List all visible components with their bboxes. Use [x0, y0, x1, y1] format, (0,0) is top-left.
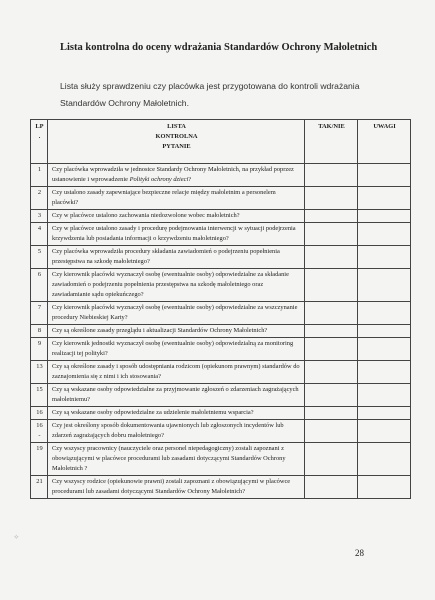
row-question [48, 361, 305, 384]
header-taknie: TAK/NIE [305, 120, 358, 164]
row-uwagi-cell[interactable] [358, 223, 411, 246]
table-row [31, 210, 411, 223]
row-taknie-cell[interactable] [305, 384, 358, 407]
row-uwagi-cell[interactable] [358, 210, 411, 223]
row-question-text: Czy są określone zasady i sposób udostępniania rodzicom (opiekunom prawnym) standardów do zaznajomienia się z nimi i ich stosowania? [52, 363, 300, 380]
row-uwagi-cell[interactable] [358, 246, 411, 269]
row-question [48, 443, 305, 476]
row-taknie-cell[interactable] [305, 325, 358, 338]
row-question-suffix: ? [188, 176, 192, 183]
row-taknie-cell[interactable] [305, 361, 358, 384]
page-number: 28 [355, 548, 364, 558]
row-question [48, 187, 305, 210]
row-uwagi-cell[interactable] [358, 476, 411, 499]
row-question-italic: Polityki ochrony dzieci [129, 176, 189, 183]
row-uwagi-cell[interactable] [358, 361, 411, 384]
table-row [31, 361, 411, 384]
row-question [48, 223, 305, 246]
row-taknie-cell[interactable] [305, 187, 358, 210]
row-uwagi-cell[interactable] [358, 420, 411, 443]
row-question-text: Czy w placówce ustalono zachowania niedozwolone wobec małoletnich? [52, 212, 240, 219]
scan-mark: ⟡ [14, 533, 19, 541]
header-question-line-1: LISTA [167, 123, 186, 130]
row-question [48, 420, 305, 443]
table-row [31, 420, 411, 443]
table-row [31, 443, 411, 476]
row-question-text: Czy wszyscy rodzice (opiekunowie prawni) zostali zapoznani z obowiązującymi w placówce procedurami lub zasadami dotyczącymi Standardów Ochrony Małoletnich? [52, 478, 291, 495]
row-uwagi-cell[interactable] [358, 443, 411, 476]
row-lp: 5 [31, 246, 48, 269]
row-taknie-cell[interactable] [305, 443, 358, 476]
checklist-table [30, 119, 411, 499]
row-lp: 15 [31, 384, 48, 407]
document-intro: Lista służy sprawdzeniu czy placówka jest przygotowana do kontroli wdrażania Standardów Ochrony Małoletnich. [60, 81, 360, 108]
row-lp: 7 [31, 302, 48, 325]
header-question-line-2: KONTROLNA [155, 133, 198, 140]
row-uwagi-cell[interactable] [358, 302, 411, 325]
row-uwagi-cell[interactable] [358, 164, 411, 187]
row-question [48, 164, 305, 187]
row-lp: 19 [31, 443, 48, 476]
row-question-text: Czy kierownik placówki wyznaczył osobę (ewentualnie osoby) odpowiedzialne za składanie zawiadomień o podejrzeniu popełnienia przestępstwa na szkodę małoletniego oraz zawiadamianie sądu opiekuńczego? [52, 271, 289, 298]
row-lp: 16 [31, 407, 48, 420]
row-uwagi-cell[interactable] [358, 384, 411, 407]
row-lp: 21 [31, 476, 48, 499]
table-row [31, 407, 411, 420]
row-lp: 16 - [31, 420, 48, 443]
row-question-text: Czy kierownik jednostki wyznaczył osobę (ewentualnie osoby) odpowiedzialną za monitoring realizacji tej polityki? [52, 340, 294, 357]
row-question [48, 384, 305, 407]
table-row [31, 338, 411, 361]
row-question [48, 210, 305, 223]
row-lp: 2 [31, 187, 48, 210]
header-lp: LP . [31, 120, 48, 164]
row-taknie-cell[interactable] [305, 476, 358, 499]
row-taknie-cell[interactable] [305, 269, 358, 302]
row-taknie-cell[interactable] [305, 420, 358, 443]
table-row [31, 187, 411, 210]
table-header-row [31, 120, 411, 164]
row-question [48, 302, 305, 325]
row-question [48, 246, 305, 269]
row-lp: 8 [31, 325, 48, 338]
row-question [48, 269, 305, 302]
row-question-text: Czy są wskazane osoby odpowiedzialne za przyjmowanie zgłoszeń o zdarzeniach zagrażających małoletniemu? [52, 386, 299, 403]
row-taknie-cell[interactable] [305, 338, 358, 361]
row-taknie-cell[interactable] [305, 223, 358, 246]
table-row [31, 302, 411, 325]
row-lp: 9 [31, 338, 48, 361]
row-lp: 6 [31, 269, 48, 302]
row-question [48, 407, 305, 420]
row-question-text: Czy jest określony sposób dokumentowania ujawnionych lub zgłoszonych incydentów lub zdarzeń zagrażających dobru małoletniego? [52, 422, 284, 439]
header-question-line-3: PYTANIE [162, 143, 191, 150]
row-question-text: Czy kierownik placówki wyznaczył osobę (ewentualnie osoby) odpowiedzialne za wszczynanie procedury Niebieskiej Karty? [52, 304, 298, 321]
table-row [31, 246, 411, 269]
table-row [31, 476, 411, 499]
row-taknie-cell[interactable] [305, 210, 358, 223]
row-question-text: Czy wszyscy pracownicy (nauczyciele oraz personel niepedagogiczny) zostali zapoznani z obowiązującymi w placówce procedurami lub zasadami dotyczącymi Standardów Ochrony Małoletnich ? [52, 445, 286, 472]
row-uwagi-cell[interactable] [358, 325, 411, 338]
table-row [31, 269, 411, 302]
row-taknie-cell[interactable] [305, 302, 358, 325]
row-uwagi-cell[interactable] [358, 269, 411, 302]
header-uwagi: UWAGI [358, 120, 411, 164]
row-question [48, 338, 305, 361]
row-lp: 1 [31, 164, 48, 187]
row-taknie-cell[interactable] [305, 407, 358, 420]
row-question [48, 476, 305, 499]
header-question [48, 120, 305, 164]
row-question-text: Czy placówka wprowadziła procedury składania zawiadomień o podejrzeniu popełnienia przestępstwa na szkodę małoletniego? [52, 248, 280, 265]
row-lp: 4 [31, 223, 48, 246]
row-question-text: Czy w placówce ustalono zasady i procedurę podejmowania interwencji w sytuacji podejrzenia krzywdzenia lub posiadania informacji o krzywdzeniu małoletniego? [52, 225, 296, 242]
row-lp: 3 [31, 210, 48, 223]
row-question-text: Czy są wskazane osoby odpowiedzialne za udzielenie małoletniemu wsparcia? [52, 409, 254, 416]
table-row [31, 223, 411, 246]
row-uwagi-cell[interactable] [358, 187, 411, 210]
row-uwagi-cell[interactable] [358, 407, 411, 420]
row-question-text: Czy placówka wprowadziła w jednostce Standardy Ochrony Małoletnich, na przykład poprzez ustanowienie i wprowadzenie [52, 166, 294, 183]
row-lp: 13 [31, 361, 48, 384]
document-title: Lista kontrolna do oceny wdrażania Standardów Ochrony Małoletnich [60, 42, 378, 53]
table-row [31, 384, 411, 407]
row-question-text: Czy są określone zasady przeglądu i aktualizacji Standardów Ochrony Małoletnich? [52, 327, 268, 334]
table-row [31, 325, 411, 338]
row-taknie-cell[interactable] [305, 164, 358, 187]
row-taknie-cell[interactable] [305, 246, 358, 269]
row-uwagi-cell[interactable] [358, 338, 411, 361]
row-question-text: Czy ustalono zasady zapewniające bezpieczne relacje między małoletnim a personelem placówki? [52, 189, 276, 206]
row-question [48, 325, 305, 338]
table-row [31, 164, 411, 187]
